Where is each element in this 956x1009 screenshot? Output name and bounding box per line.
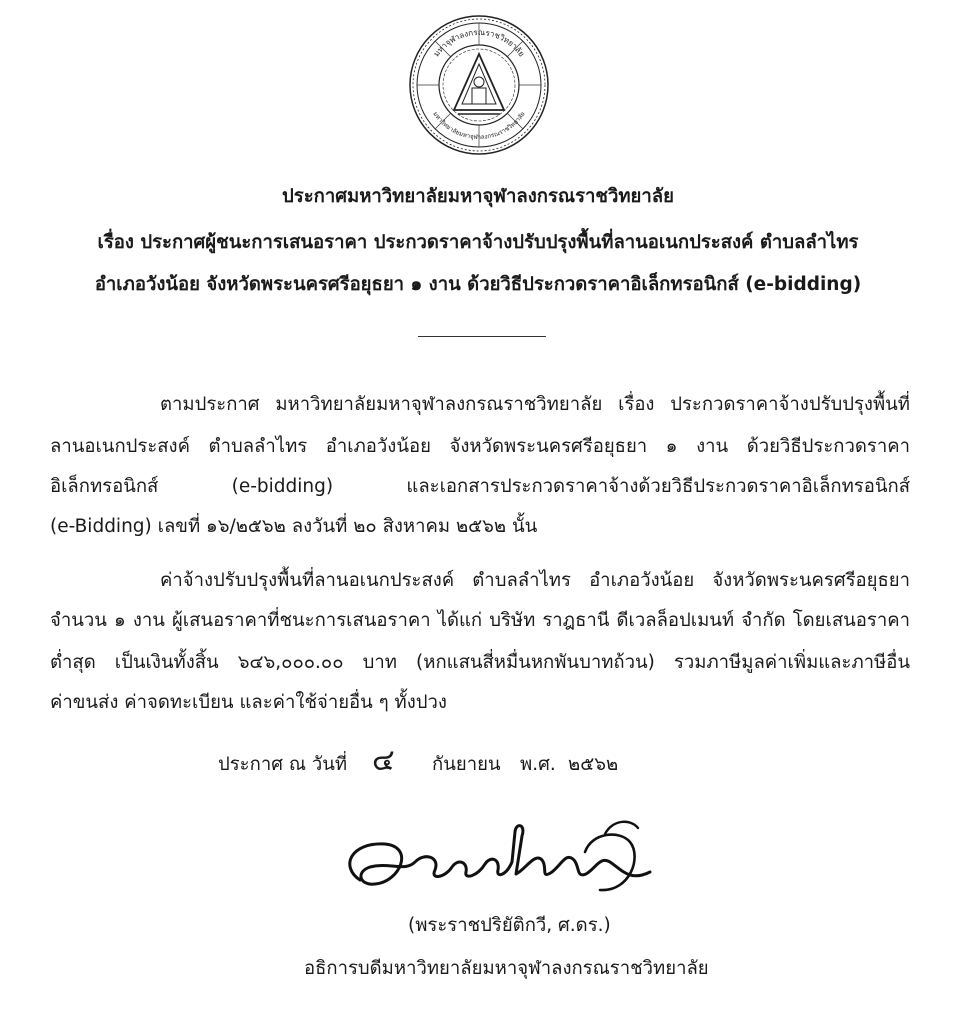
- svg-text:มหาจุฬาลงกรณราชวิทยาลัย: มหาจุฬาลงกรณราชวิทยาลัย: [431, 27, 527, 59]
- paragraph-line: ค่าจ้างปรับปรุงพื้นที่ลานอเนกประสงค์ ตำบลลำไทร อำเภอวังน้อย จังหวัดพระนครศรีอยุธยา: [160, 570, 910, 591]
- date-era-label: พ.ศ.: [520, 754, 556, 775]
- handwritten-signature: [330, 812, 670, 912]
- paragraph-line: ต่ำสุด เป็นเงินทั้งสิ้น ๖๔๖,๐๐๐.๐๐ บาท (หกแสนสี่หมื่นหกพันบาทถ้วน) รวมภาษีมูลค่าเพิ่มและภาษีอื่น: [50, 652, 910, 673]
- date-prefix: ประกาศ ณ วันที่: [218, 754, 348, 775]
- paragraph-line: จำนวน ๑ งาน ผู้เสนอราคาที่ชนะการเสนอราคา ได้แก่ บริษัท ราฎธานี ดีเวลล็อปเมนท์ จำกัด โดยเสนอราคา: [50, 610, 910, 631]
- signatory-title: อธิการบดีมหาวิทยาลัยมหาจุฬาลงกรณราชวิทยาลัย: [304, 958, 709, 979]
- title-divider: [418, 336, 546, 337]
- svg-text:มหาวิทยาลัยมหาจุฬาลงกรณราชวิทย: มหาวิทยาลัยมหาจุฬาลงกรณราชวิทยาลัย: [431, 110, 527, 142]
- university-seal-icon: [408, 14, 550, 156]
- paragraph-line: อิเล็กทรอนิกส์ (e-bidding) และเอกสารประกวดราคาจ้างด้วยวิธีประกวดราคาอิเล็กทรอนิกส์: [50, 476, 910, 497]
- signatory-name: (พระราชปริยัติกวี, ศ.ดร.): [408, 915, 611, 936]
- date-day: ๔: [372, 743, 395, 778]
- paragraph-line: ลานอเนกประสงค์ ตำบลลำไทร อำเภอวังน้อย จังหวัดพระนครศรีอยุธยา ๑ งาน ด้วยวิธีประกวดราคา: [50, 436, 910, 457]
- subject-line-continued: อำเภอวังน้อย จังหวัดพระนครศรีอยุธยา ๑ งาน ด้วยวิธีประกวดราคาอิเล็กทรอนิกส์ (e-bidding): [94, 274, 862, 295]
- paragraph-line: ค่าขนส่ง ค่าจดทะเบียน และค่าใช้จ่ายอื่น ๆ ทั้งปวง: [50, 692, 447, 713]
- paragraph-line: ตามประกาศ มหาวิทยาลัยมหาจุฬาลงกรณราชวิทยาลัย เรื่อง ประกวดราคาจ้างปรับปรุงพื้นที่: [160, 394, 910, 415]
- paragraph-line: (e-Bidding) เลขที่ ๑๖/๒๕๖๒ ลงวันที่ ๒๐ สิงหาคม ๒๕๖๒ นั้น: [50, 516, 538, 537]
- subject-line: เรื่อง ประกาศผู้ชนะการเสนอราคา ประกวดราคาจ้างปรับปรุงพื้นที่ลานอเนกประสงค์ ตำบลลำไทร: [97, 232, 859, 253]
- document-title: ประกาศมหาวิทยาลัยมหาจุฬาลงกรณราชวิทยาลัย: [282, 186, 674, 207]
- date-year: ๒๕๖๒: [568, 754, 619, 775]
- date-month: กันยายน: [432, 754, 501, 775]
